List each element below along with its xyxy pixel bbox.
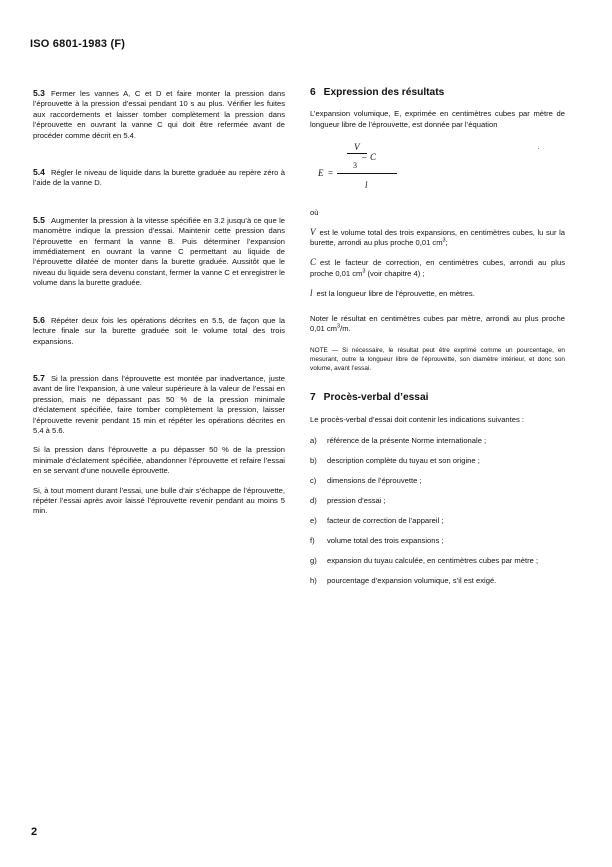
list-item	[310, 556, 565, 566]
formula-three: 3	[353, 161, 357, 171]
formula-lhs: E	[318, 168, 324, 179]
formula-V: V	[354, 142, 360, 153]
where-label: où	[310, 208, 319, 218]
paragraph-5-5	[33, 215, 285, 289]
clause-number: 5.5	[33, 214, 45, 225]
expansion-formula	[310, 140, 565, 198]
clause-text: Régler le niveau de liquide dans la burette graduée au repère zéro à l’aide de la vanne D.	[33, 168, 285, 188]
section-6-title	[310, 88, 565, 98]
right-column	[310, 88, 565, 596]
list-letter: b)	[310, 456, 317, 466]
note: NOTE — Si nécessaire, le résultat peut être exprimé comme un pourcentage, en mesurant, outre la longueur libre de l’éprouvette, son diamètre intérieur, et donc son volume, avant l’essai.	[310, 347, 565, 373]
definition-l	[310, 288, 565, 299]
document-header: ISO 6801-1983 (F)	[30, 38, 126, 50]
section-number: 6	[310, 87, 316, 98]
clause-text: Augmenter la pression à la vitesse spécifiée en 3.2 jusqu’à ce que le manomètre indique la pression d’essai. Maintenir cette pression dans l’éprouvette en fermant la vanne B. Puis déterminer l’expansion immédiatement en ouvrant la vanne C permettant au liquide de l’éprouvette dilatée de monter dans la burette graduée. Aussitôt que le niveau du liquide sera devenu constant, fermer la vanne C et enregistrer le volume dans la burette graduée.	[33, 215, 285, 288]
clause-number: 5.6	[33, 314, 45, 325]
result-note	[310, 314, 565, 335]
clause-text: Si, à tout moment durant l’essai, une bulle d’air s’échappe de l’éprouvette, répéter l’essai après avoir laissé l’éprouvette revenir pendant au moins 5 min.	[33, 485, 285, 516]
superscript: 3	[362, 268, 366, 275]
definition-V	[310, 227, 565, 249]
list-item	[310, 456, 565, 466]
page-number: 2	[31, 826, 38, 838]
definition-symbol: V	[310, 226, 316, 237]
superscript: 3	[442, 237, 446, 244]
definition-tail: (voir chapitre 4) ;	[365, 268, 425, 278]
list-text: volume total des trois expansions ;	[327, 536, 444, 546]
list-text: référence de la présente Norme internationale ;	[327, 436, 487, 446]
list-text: dimensions de l’éprouvette ;	[327, 476, 422, 486]
list-item	[310, 496, 565, 506]
clause-number: 5.3	[33, 88, 45, 98]
paragraph-5-7-c	[33, 486, 285, 517]
definition-text: est le volume total des trois expansions, en centimètres cubes, lu sur la burette, arrondi au plus proche 0,01 cm	[310, 227, 565, 248]
section-7-intro: Le procès-verbal d’essai doit contenir les indications suivantes :	[310, 414, 525, 424]
list-text: facteur de correction de l’appareil ;	[327, 516, 444, 526]
superscript: 3	[337, 323, 341, 330]
formula-minus: –	[362, 152, 367, 163]
formula-equals: =	[328, 168, 334, 179]
list-letter: g)	[310, 556, 317, 566]
list-item	[310, 516, 565, 526]
list-text: description complète du tuyau et son origine ;	[327, 456, 480, 466]
list-letter: h)	[310, 576, 317, 586]
section-6-intro: L’expansion volumique, E, exprimée en centimètres cubes par mètre de longueur libre de l’éprouvette, est donnée par l’équation	[310, 109, 565, 129]
list-item	[310, 476, 565, 486]
clause-text: Si la pression dans l’éprouvette a pu dépasser 50 % de la pression minimale d’éclatement spécifiée, abandonner l’éprouvette et refaire l’essai en se servant d’une nouvelle éprouvette.	[33, 445, 285, 476]
list-letter: a)	[310, 436, 317, 446]
paragraph-5-3	[33, 88, 285, 141]
paragraph-5-4	[33, 167, 285, 189]
definition-symbol: C	[310, 257, 317, 268]
section-7-title	[310, 393, 565, 403]
clause-text: Répéter deux fois les opérations décrites en 5.5, de façon que la lecture finale sur la burette graduée soit le volume total des trois expansions.	[33, 315, 285, 346]
result-note-tail: /m.	[340, 324, 351, 334]
clause-number: 5.4	[33, 167, 45, 178]
definition-tail: ;	[445, 238, 448, 248]
list-letter: d)	[310, 496, 317, 506]
paragraph-5-7-b	[33, 445, 285, 476]
definition-symbol: l	[310, 288, 313, 299]
section-heading: Procès-verbal d’essai	[323, 392, 429, 404]
list-letter: f)	[310, 536, 315, 546]
scan-speck	[538, 148, 539, 149]
list-text: expansion du tuyau calculée, en centimètres cubes par mètre ;	[327, 556, 539, 566]
definition-text: est la longueur libre de l’éprouvette, en mètres.	[316, 289, 475, 299]
fraction-bar-main	[337, 173, 397, 174]
paragraph-5-7	[33, 373, 285, 436]
definition-text: est le facteur de correction, en centimètres cubes, arrondi au plus proche 0,01 cm	[310, 258, 565, 278]
list-text: pourcentage d’expansion volumique, s’il est exigé.	[327, 576, 497, 586]
definition-C	[310, 257, 565, 279]
result-note-text: Noter le résultat en centimètres cubes par mètre, arrondi au plus proche 0,01 cm	[310, 313, 565, 334]
clause-number: 5.7	[33, 372, 45, 383]
list-text: pression d’essai ;	[327, 496, 386, 506]
list-letter: e)	[310, 516, 317, 526]
left-column	[33, 88, 285, 526]
clause-text: Fermer les vannes A, C et D et faire monter la pression dans l’éprouvette à la pression d’essai pendant 10 s au plus. Vérifier les fuites aux raccordements et laisser tomber complètement la pression dans l’éprouvette en ouvrant la vanne C qui doit être refermée avant de procéder comme décrit en 5.4.	[33, 89, 285, 140]
section-number: 7	[310, 392, 316, 404]
report-items-list	[310, 436, 565, 586]
list-item	[310, 576, 565, 586]
paragraph-5-6	[33, 315, 285, 347]
list-item	[310, 436, 565, 446]
section-heading: Expression des résultats	[323, 87, 445, 98]
formula-l: l	[365, 180, 368, 191]
clause-text: Si la pression dans l’éprouvette est montée par inadvertance, juste avant de lire l’expansion, à une valeur supérieure à la valeur de l’essai en pression, mais ne dépassant pas 50 % de la pression minimale d’éclatement spécifiée, faire tomber complètement la pression, laisser l’éprouvette revenir pendant 15 min et répéter les opérations décrites en 5.4 à 5.6.	[33, 373, 285, 435]
list-letter: c)	[310, 476, 317, 486]
formula-C: C	[370, 152, 377, 163]
list-item	[310, 536, 565, 546]
